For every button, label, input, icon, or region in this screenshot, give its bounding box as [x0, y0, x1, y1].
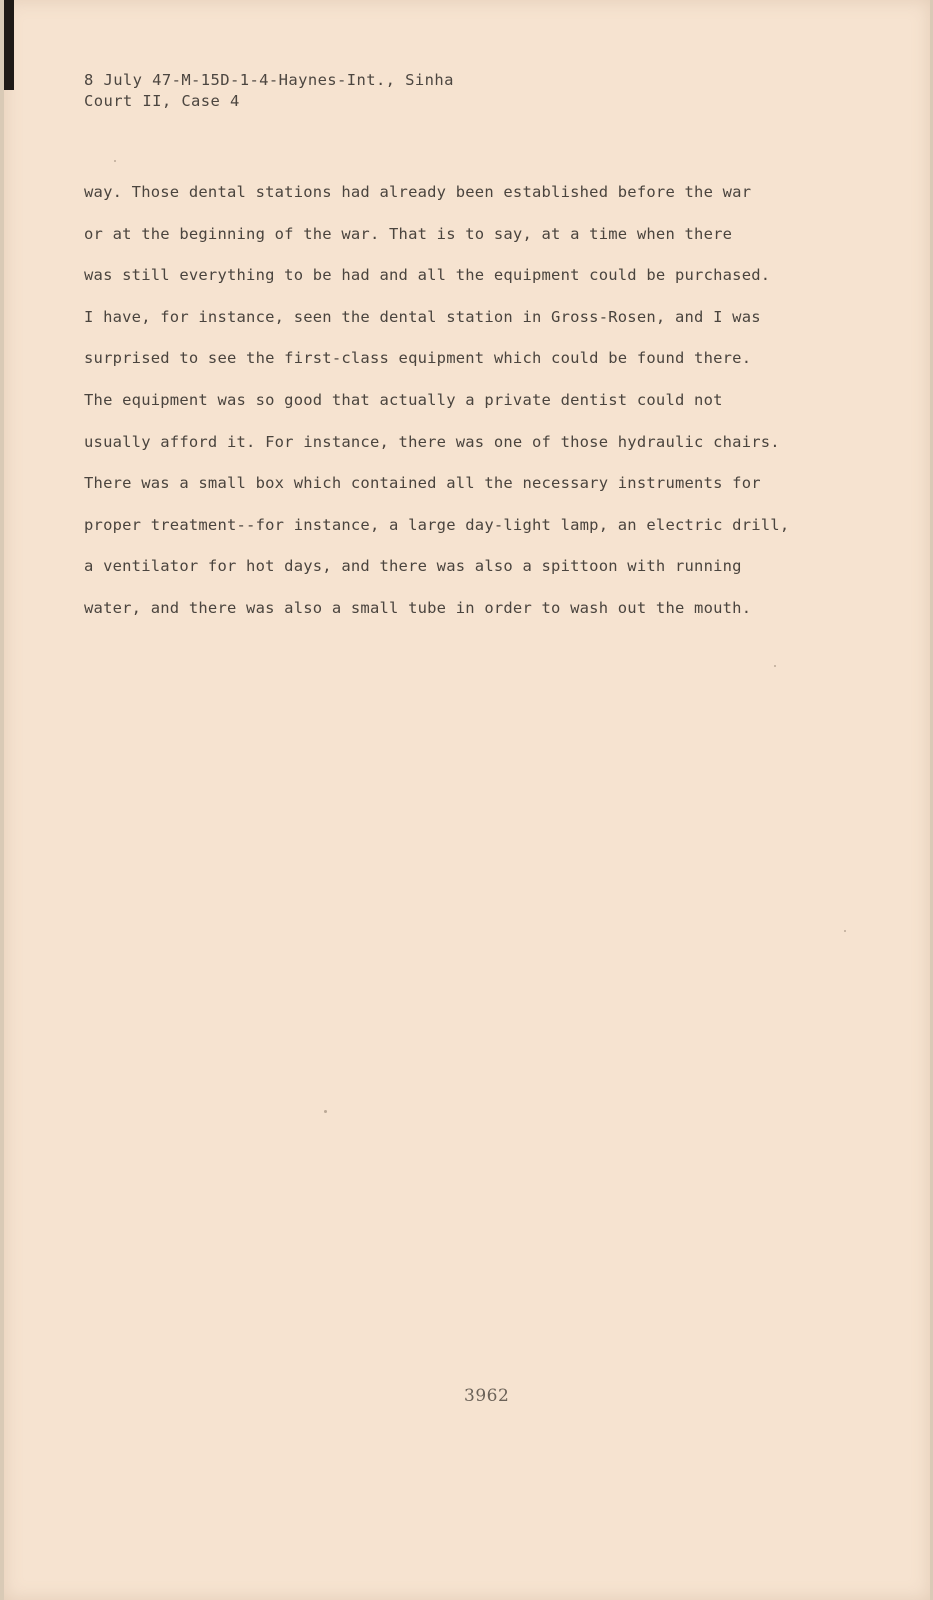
- text-line: usually afford it. For instance, there was one of those hydraulic chairs.: [84, 432, 780, 451]
- document-page: [4, 0, 930, 1600]
- scan-edge-shadow: [4, 0, 14, 90]
- paper-speck: [844, 930, 846, 932]
- testimony-text: [84, 172, 864, 630]
- text-line: or at the beginning of the war. That is to say, at a time when there: [84, 224, 733, 243]
- text-line: proper treatment--for instance, a large day-light lamp, an electric drill,: [84, 515, 790, 534]
- paper-speck: [774, 665, 776, 667]
- text-line: way. Those dental stations had already been established before the war: [84, 183, 752, 201]
- paper-speck: [324, 1110, 327, 1113]
- text-line: a ventilator for hot days, and there was also a spittoon with running: [84, 557, 742, 576]
- page-number: 3962: [464, 1386, 510, 1406]
- paper-speck: [114, 160, 116, 162]
- text-line: There was a small box which contained all the necessary instruments for: [84, 474, 761, 493]
- header-reference-line: 8 July 47-M-15D-1-4-Haynes-Int., Sinha: [84, 71, 454, 89]
- text-line: was still everything to be had and all the equipment could be purchased.: [84, 266, 771, 285]
- document-header: [84, 70, 454, 112]
- text-line: surprised to see the first-class equipment which could be found there.: [84, 349, 752, 368]
- text-line: I have, for instance, seen the dental station in Gross-Rosen, and I was: [84, 307, 761, 326]
- header-court-line: Court II, Case 4: [84, 92, 240, 110]
- text-line: water, and there was also a small tube in order to wash out the mouth.: [84, 598, 752, 617]
- text-line: The equipment was so good that actually a private dentist could not: [84, 390, 723, 409]
